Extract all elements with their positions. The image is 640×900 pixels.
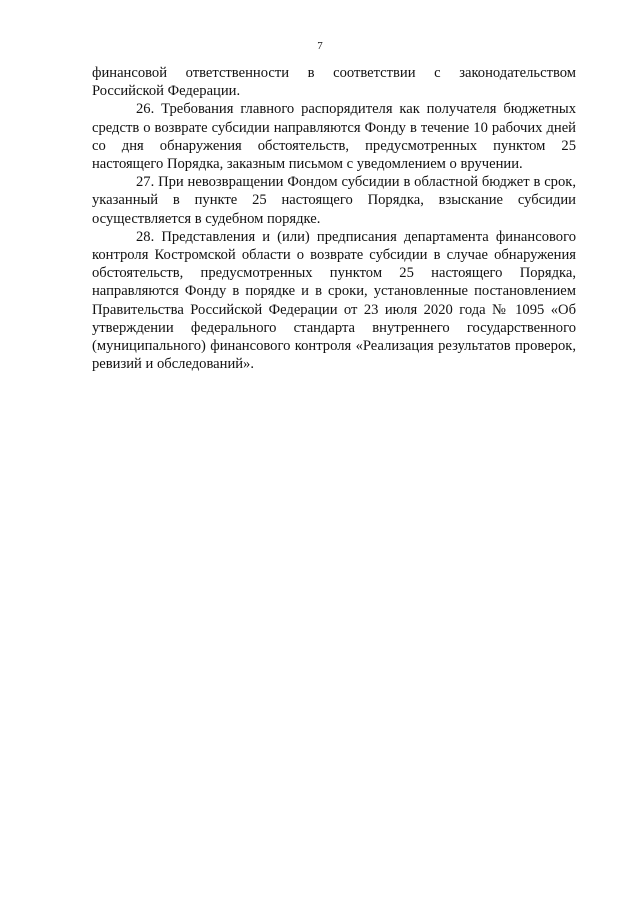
paragraph-26: 26. Требования главного распорядителя как получателя бюджетных средств о возврате субсидии направляются Фонду в течение 10 рабочих дней со дня обнаружения обстоятельств, предусмотренных пунктом 25 настоящего Порядка, заказным письмом с уведомлением о вручении. (92, 101, 576, 173)
paragraph-28: 28. Представления и (или) предписания департамента финансового контроля Костромской области о возврате субсидии в случае обнаружения обстоятельств, предусмотренных пунктом 25 настоящего Порядка, направляются Фонду в порядке и в сроки, установленные постановлением Правительства Российской Федерации от 23 июля 2020 года № 1095 «Об утверждении федерального стандарта внутреннего государственного (муниципального) финансового контроля «Реализация результатов проверок, ревизий и обследований». (92, 228, 576, 373)
page-number: 7 (317, 40, 323, 52)
document-body (92, 64, 576, 373)
paragraph-27: 27. При невозвращении Фондом субсидии в областной бюджет в срок, указанный в пункте 25 настоящего Порядка, взыскание субсидии осуществляется в судебном порядке. (92, 174, 576, 227)
paragraph-continuation: финансовой ответственности в соответствии с законодательством Российской Федерации. (92, 65, 576, 100)
